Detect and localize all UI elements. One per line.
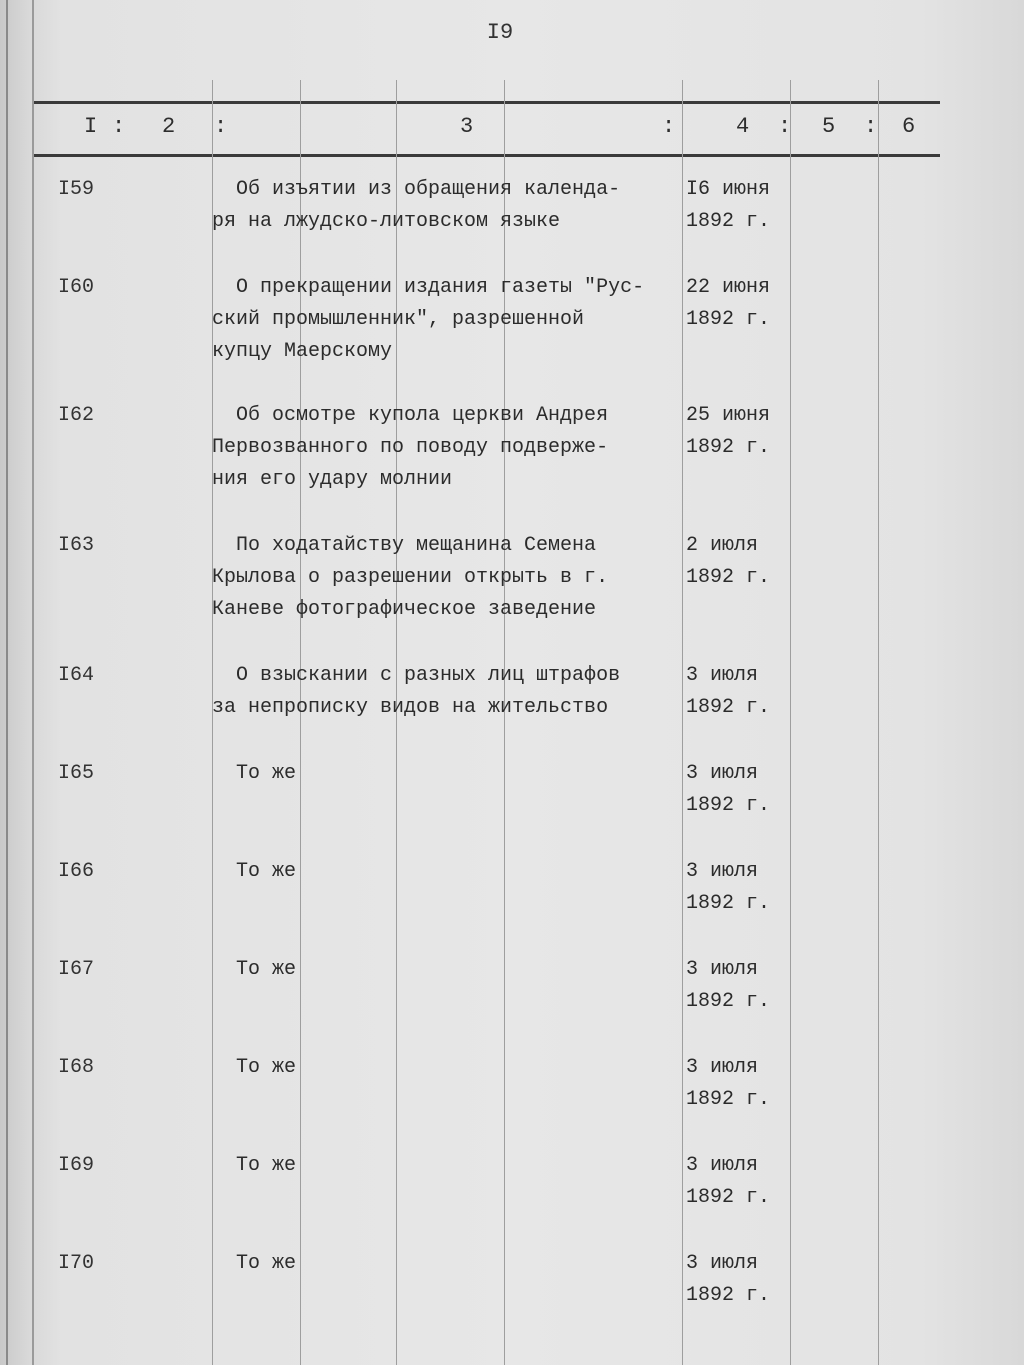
row-number: I66 bbox=[58, 860, 95, 883]
row-number: I60 bbox=[58, 276, 95, 299]
row-description bbox=[212, 758, 682, 790]
row-number: I64 bbox=[58, 664, 95, 687]
date-line: 1892 г. bbox=[686, 308, 771, 331]
row-date bbox=[686, 400, 796, 464]
row-description bbox=[212, 272, 682, 368]
date-line: 3 июля bbox=[686, 1056, 759, 1079]
row-description bbox=[212, 1150, 682, 1182]
date-line: 1892 г. bbox=[686, 566, 771, 589]
row-date bbox=[686, 856, 796, 920]
header-separator: : bbox=[112, 114, 126, 139]
date-line: 1892 г. bbox=[686, 210, 771, 233]
header-col-6: 6 bbox=[902, 114, 916, 139]
row-description bbox=[212, 530, 682, 626]
date-line: 3 июля bbox=[686, 762, 759, 785]
description-line: О взыскании с разных лиц штрафов bbox=[212, 664, 621, 687]
row-number: I67 bbox=[58, 958, 95, 981]
description-line: О прекращении издания газеты "Рус- bbox=[212, 276, 645, 299]
description-line: Об осмотре купола церкви Андрея bbox=[212, 404, 609, 427]
description-line: То же bbox=[212, 958, 297, 981]
description-line: за непрописку видов на жительство bbox=[212, 696, 609, 719]
row-description bbox=[212, 660, 682, 724]
description-line: ния его удару молнии bbox=[212, 468, 453, 491]
row-date bbox=[686, 174, 796, 238]
header-separator: : bbox=[662, 114, 676, 139]
header-col-2: 2 bbox=[162, 114, 176, 139]
row-number: I70 bbox=[58, 1252, 95, 1275]
row-description bbox=[212, 400, 682, 496]
date-line: 1892 г. bbox=[686, 436, 771, 459]
binding-line bbox=[6, 0, 8, 1365]
row-date bbox=[686, 272, 796, 336]
page-number: I9 bbox=[486, 20, 514, 45]
date-line: 3 июля bbox=[686, 664, 759, 687]
description-line: ря на лжудско-литовском языке bbox=[212, 210, 561, 233]
row-description bbox=[212, 1248, 682, 1280]
date-line: 22 июня bbox=[686, 276, 771, 299]
description-line: ский промышленник", разрешенной bbox=[212, 308, 585, 331]
row-date bbox=[686, 530, 796, 594]
header-top-rule bbox=[34, 101, 940, 104]
description-line: То же bbox=[212, 762, 297, 785]
date-line: 2 июля bbox=[686, 534, 759, 557]
row-number: I62 bbox=[58, 404, 95, 427]
header-bottom-rule bbox=[34, 154, 940, 157]
description-line: То же bbox=[212, 1154, 297, 1177]
description-line: Первозванного по поводу подверже- bbox=[212, 436, 609, 459]
description-line: То же bbox=[212, 1252, 297, 1275]
row-date bbox=[686, 1248, 796, 1312]
date-line: I6 июня bbox=[686, 178, 771, 201]
date-line: 1892 г. bbox=[686, 990, 771, 1013]
row-date bbox=[686, 1052, 796, 1116]
date-line: 1892 г. bbox=[686, 1088, 771, 1111]
description-line: Об изъятии из обращения календа- bbox=[212, 178, 621, 201]
row-date bbox=[686, 660, 796, 724]
header-col-3: 3 bbox=[460, 114, 474, 139]
header-separator: : bbox=[864, 114, 878, 139]
date-line: 3 июля bbox=[686, 958, 759, 981]
description-line: То же bbox=[212, 1056, 297, 1079]
date-line: 25 июня bbox=[686, 404, 771, 427]
row-date bbox=[686, 758, 796, 822]
row-number: I69 bbox=[58, 1154, 95, 1177]
row-description bbox=[212, 856, 682, 888]
header-separator: : bbox=[778, 114, 792, 139]
column-divider bbox=[682, 80, 683, 1365]
date-line: 3 июля bbox=[686, 1154, 759, 1177]
description-line: купцу Маерскому bbox=[212, 340, 393, 363]
header-col-5: 5 bbox=[822, 114, 836, 139]
date-line: 3 июля bbox=[686, 860, 759, 883]
row-number: I68 bbox=[58, 1056, 95, 1079]
header-separator: : bbox=[214, 114, 228, 139]
row-description bbox=[212, 174, 682, 238]
description-line: То же bbox=[212, 860, 297, 883]
date-line: 3 июля bbox=[686, 1252, 759, 1275]
header-col-1: I bbox=[84, 114, 98, 139]
description-line: По ходатайству мещанина Семена bbox=[212, 534, 597, 557]
date-line: 1892 г. bbox=[686, 696, 771, 719]
date-line: 1892 г. bbox=[686, 1186, 771, 1209]
binding-edge bbox=[0, 0, 34, 1365]
row-date bbox=[686, 954, 796, 1018]
row-number: I59 bbox=[58, 178, 95, 201]
date-line: 1892 г. bbox=[686, 1284, 771, 1307]
row-number: I65 bbox=[58, 762, 95, 785]
row-description bbox=[212, 954, 682, 986]
date-line: 1892 г. bbox=[686, 794, 771, 817]
row-date bbox=[686, 1150, 796, 1214]
header-col-4: 4 bbox=[736, 114, 750, 139]
description-line: Крылова о разрешении открыть в г. bbox=[212, 566, 609, 589]
row-number: I63 bbox=[58, 534, 95, 557]
row-description bbox=[212, 1052, 682, 1084]
description-line: Каневе фотографическое заведение bbox=[212, 598, 597, 621]
date-line: 1892 г. bbox=[686, 892, 771, 915]
column-divider bbox=[878, 80, 879, 1365]
